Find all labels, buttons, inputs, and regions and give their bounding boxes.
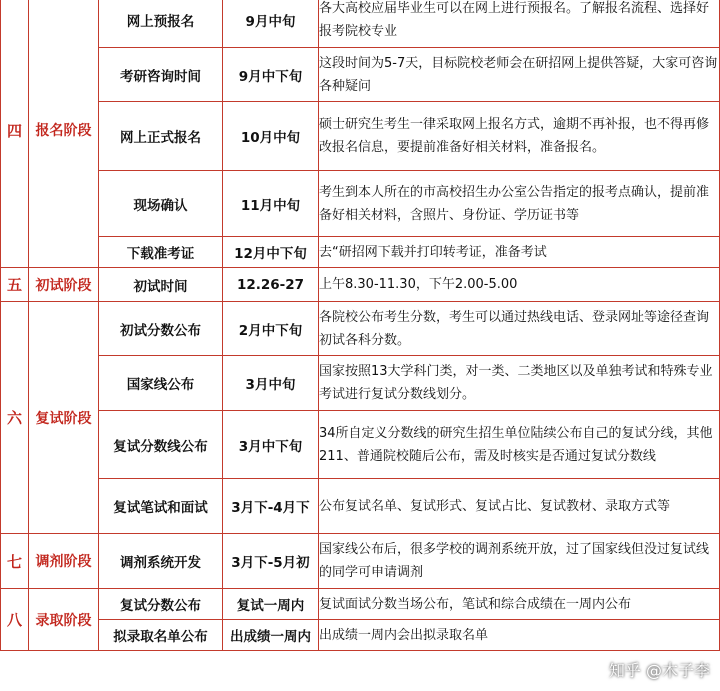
stage-label: 调剂阶段	[29, 534, 99, 589]
item-time: 3月中下旬	[223, 411, 319, 479]
item-description: 出成绩一周内会出拟录取名单	[319, 620, 720, 651]
item-name: 复试分数公布	[99, 589, 223, 620]
item-name: 现场确认	[99, 171, 223, 237]
item-description: 各大高校应届毕业生可以在网上进行预报名。了解报名流程、选择好报考院校专业	[319, 0, 720, 48]
item-description: 硕士研究生考生一律采取网上报名方式，逾期不再补报，也不得再修改报名信息，要提前准备好相关材料，准备报名。	[319, 102, 720, 171]
item-description: 去“研招网下载并打印转考证，准备考试	[319, 237, 720, 268]
item-time: 11月中旬	[223, 171, 319, 237]
item-name: 复试分数线公布	[99, 411, 223, 479]
item-name: 初试时间	[99, 268, 223, 302]
table-row	[1, 171, 720, 237]
item-description: 上午8.30-11.30，下午2.00-5.00	[319, 268, 720, 302]
stage-label: 录取阶段	[29, 589, 99, 651]
item-time: 3月下-5月初	[223, 534, 319, 589]
table-row	[1, 356, 720, 411]
item-name: 拟录取名单公布	[99, 620, 223, 651]
item-description: 公布复试名单、复试形式、复试占比、复试教材、录取方式等	[319, 479, 720, 534]
stage-number: 四	[1, 0, 29, 268]
table-row	[1, 48, 720, 102]
item-name: 下载准考证	[99, 237, 223, 268]
stage-number: 五	[1, 268, 29, 302]
item-time: 12.26-27	[223, 268, 319, 302]
item-description: 各院校公布考生分数，考生可以通过热线电话、登录网址等途径查询初试各科分数。	[319, 302, 720, 356]
table-row	[1, 534, 720, 589]
item-time: 9月中旬	[223, 0, 319, 48]
stage-number: 八	[1, 589, 29, 651]
item-description: 国家按照13大学科门类，对一类、二类地区以及单独考试和特殊专业考试进行复试分数线划分。	[319, 356, 720, 411]
item-time: 3月中旬	[223, 356, 319, 411]
item-name: 复试笔试和面试	[99, 479, 223, 534]
stage-number: 六	[1, 302, 29, 534]
item-time: 2月中下旬	[223, 302, 319, 356]
table-row	[1, 302, 720, 356]
item-name: 初试分数公布	[99, 302, 223, 356]
stage-label: 复试阶段	[29, 302, 99, 534]
item-time: 12月中下旬	[223, 237, 319, 268]
item-description: 这段时间为5-7天，目标院校老师会在研招网上提供答疑，大家可咨询各种疑问	[319, 48, 720, 102]
table-row	[1, 589, 720, 620]
table-row	[1, 268, 720, 302]
item-name: 国家线公布	[99, 356, 223, 411]
item-name: 网上正式报名	[99, 102, 223, 171]
stage-label: 初试阶段	[29, 268, 99, 302]
table-row	[1, 479, 720, 534]
item-description: 复试面试分数当场公布，笔试和综合成绩在一周内公布	[319, 589, 720, 620]
item-description: 考生到本人所在的市高校招生办公室公告指定的报考点确认，提前准备好相关材料，含照片、身份证、学历证书等	[319, 171, 720, 237]
table-row	[1, 237, 720, 268]
item-time: 10月中旬	[223, 102, 319, 171]
item-time: 9月中下旬	[223, 48, 319, 102]
item-name: 考研咨询时间	[99, 48, 223, 102]
item-description: 国家线公布后，很多学校的调剂系统开放，过了国家线但没过复试线的同学可申请调剂	[319, 534, 720, 589]
item-time: 复试一周内	[223, 589, 319, 620]
table-row	[1, 411, 720, 479]
table-row	[1, 620, 720, 651]
item-time: 出成绩一周内	[223, 620, 319, 651]
item-time: 3月下-4月下	[223, 479, 319, 534]
item-name: 网上预报名	[99, 0, 223, 48]
item-name: 调剂系统开发	[99, 534, 223, 589]
stage-number: 七	[1, 534, 29, 589]
table-row	[1, 102, 720, 171]
zhihu-watermark: 知乎 @木子李	[608, 661, 710, 680]
item-description: 34所自定义分数线的研究生招生单位陆续公布自己的复试分线，其他211、普通院校随后公布，需及时核实是否通过复试分数线	[319, 411, 720, 479]
stage-label: 报名阶段	[29, 0, 99, 268]
table-row	[1, 0, 720, 48]
